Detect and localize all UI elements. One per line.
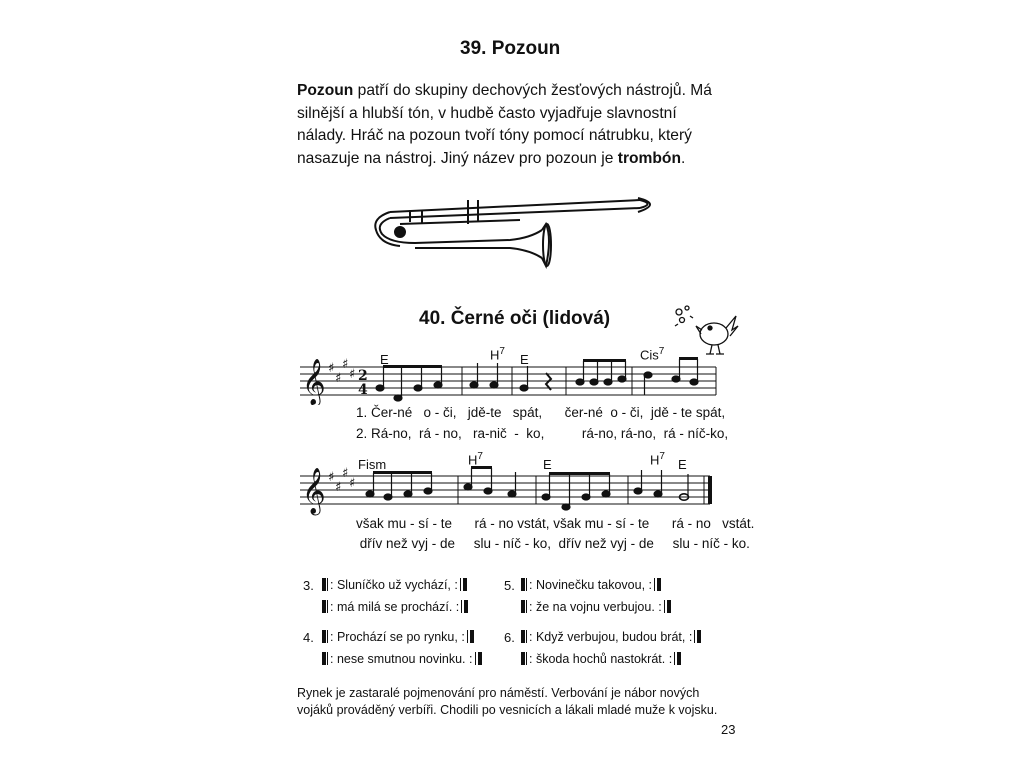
chord-e-2: E	[520, 352, 529, 367]
svg-text:♯: ♯	[328, 470, 335, 485]
time-signature-top: 2	[358, 368, 368, 384]
notes-staff-2	[366, 466, 689, 510]
verse-number-6: 6.	[504, 630, 515, 645]
trombone-illustration	[370, 188, 660, 278]
chord-cis7: Cis$^7$	[640, 346, 665, 363]
svg-text:♯: ♯	[342, 357, 349, 372]
lyrics-staff2-verse1: však mu - sí - te rá - no vstát, však mu - sí - te rá - no vstát.	[356, 516, 755, 531]
footnote: Rynek je zastaralé pojmenování pro náměstí. Verbování je nábor nových vojáků prováděný verbíři. Chodili po vesnicích a lákali mladé muže k vojsku.	[297, 686, 718, 717]
verse-number-4: 4.	[303, 630, 314, 645]
pozoun-bold: Pozoun	[297, 82, 354, 99]
section-39-title: 39. Pozoun	[460, 38, 561, 59]
chord-fism: Fism	[358, 457, 387, 472]
lyrics-staff1-verse1: 1. Čer-né o - či, jdě-te spát, čer-né o - či, jdě - te spát,	[356, 405, 726, 420]
lyrics-staff1-verse2: 2. Rá-no, rá - no, ra-nič - ko, rá-no, rá-no, rá - níč-ko,	[356, 426, 729, 441]
trombon-bold: trombón	[617, 149, 681, 167]
verse-4-line-1: : Prochází se po rynku, :	[322, 630, 475, 644]
chord-h7-2: $H^7$	[468, 451, 483, 468]
notes-staff-1	[376, 357, 698, 401]
verse-number-5: 5.	[504, 578, 515, 593]
verse-4-line-2: : nese smutnou novinku. :	[322, 652, 483, 666]
verse-5-line-1: : Novinečku takovou, :	[521, 578, 662, 592]
time-signature-bottom: 4	[358, 382, 368, 398]
svg-text:♯: ♯	[349, 476, 356, 491]
svg-text:♯: ♯	[349, 367, 356, 382]
verse-3-line-1: : Sluníčko už vychází, :	[322, 578, 468, 592]
chord-e-4: E	[678, 457, 687, 472]
svg-text:♯: ♯	[335, 371, 342, 386]
lyrics-staff2-verse2: dřív než vyj - de slu - níč - ko, dřív než vyj - de slu - níč - ko.	[356, 536, 750, 551]
key-signature-icon	[328, 466, 355, 495]
chord-h7-1: $H^7$	[490, 346, 505, 363]
key-signature-icon	[328, 357, 355, 386]
verse-6-line-1: : Když verbujou, budou brát, :	[521, 630, 702, 644]
verse-5-line-2: : že na vojnu verbujou. :	[521, 600, 672, 614]
svg-text:♯: ♯	[342, 466, 349, 481]
page-number: 23	[721, 722, 736, 737]
verse-number-3: 3.	[303, 578, 314, 593]
svg-text:♯: ♯	[328, 361, 335, 376]
pozoun-text: patří do skupiny dechových žesťových nástrojů. Má silnější a hlubší tón, v hudbě často vyjadřuje slavnostní nálady. Hráč na pozoun tvoří tóny pomocí nátrubku, který nasazuje na nástroj. Jiný název pro pozoun je	[297, 82, 712, 167]
verse-6-line-2: : škoda hochů nastokrát. :	[521, 652, 682, 666]
period: .	[680, 149, 686, 167]
section-40-title: 40. Černé oči (lidová)	[419, 308, 611, 329]
chord-e-1: E	[380, 352, 389, 367]
chord-e-3: E	[543, 457, 552, 472]
treble-clef-icon: 𝄞	[302, 359, 326, 405]
svg-text:♯: ♯	[335, 480, 342, 495]
verse-3-line-2: : má milá se prochází. :	[322, 600, 469, 614]
treble-clef-icon: 𝄞	[302, 468, 326, 514]
chord-h7-3: $H^7$	[650, 451, 665, 468]
pozoun-description	[297, 80, 715, 170]
